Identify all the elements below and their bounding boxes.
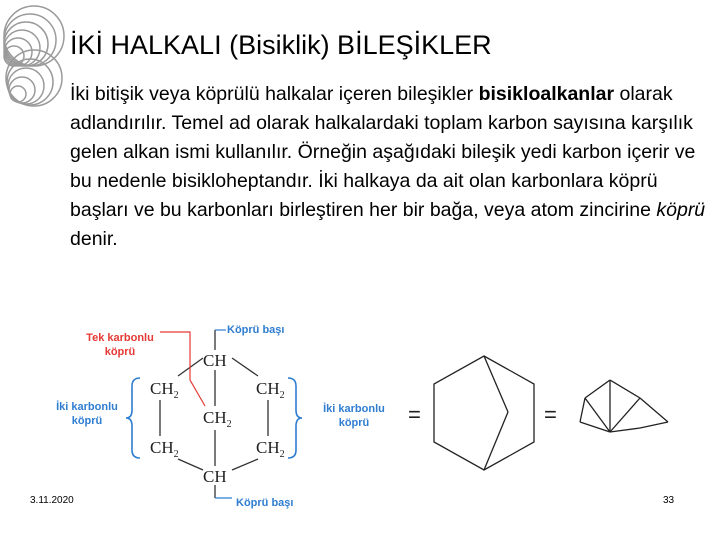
deco-circle bbox=[9, 77, 35, 103]
paragraph-bold-term: bisikloalkanlar bbox=[478, 83, 615, 105]
footer-page-number: 33 bbox=[663, 495, 675, 506]
label-bridgehead-top: Köprü başı bbox=[227, 324, 285, 336]
bond bbox=[640, 422, 668, 428]
bond bbox=[580, 422, 610, 432]
bond bbox=[178, 459, 203, 470]
label-two-carbon-bridge-left bbox=[42, 400, 132, 428]
label-line: köprü bbox=[71, 415, 103, 427]
deco-circle bbox=[8, 68, 44, 104]
label-bridgehead-bottom: Köprü başı bbox=[236, 497, 294, 509]
bond bbox=[610, 398, 640, 432]
bond bbox=[585, 380, 610, 398]
equals-sign: = bbox=[408, 402, 421, 427]
label-line: köprü bbox=[338, 417, 370, 429]
footer-date: 3.11.2020 bbox=[30, 495, 74, 506]
label-line: İki karbonlu bbox=[323, 403, 385, 415]
paragraph-part: İki bitişik veya köprülü halkalar içeren bileşikler bbox=[70, 83, 479, 105]
hexagon-ring bbox=[434, 356, 534, 470]
atom-ch-top: CH bbox=[203, 351, 227, 370]
label-line: köprü bbox=[104, 346, 136, 358]
bridge-bond bbox=[484, 412, 508, 470]
deco-circle bbox=[10, 86, 26, 102]
label-line: Tek karbonlu bbox=[86, 332, 154, 344]
atom-ch2-right-bottom: $CH_2$ bbox=[256, 438, 285, 460]
decorative-circles bbox=[0, 0, 80, 140]
paragraph-part: denir. bbox=[70, 228, 118, 250]
equals-sign: = bbox=[544, 402, 557, 427]
label-single-carbon-bridge bbox=[70, 331, 170, 359]
bond bbox=[580, 398, 585, 422]
perspective-bicyclic bbox=[580, 380, 668, 432]
atom-ch2-left-top: $CH_2$ bbox=[150, 379, 179, 401]
body-paragraph bbox=[70, 80, 710, 254]
atom-ch2-mid: $CH_2$ bbox=[203, 408, 232, 430]
paragraph-italic-term: köprü bbox=[656, 199, 706, 221]
paragraph-part: olarak adlandırılır. Temel ad olarak halkalardaki toplam karbon sayısına karşılık gelen alkan ismi kullanılır. Örneğin aşağıdaki bileşik yedi karbon içerir ve bu nedenle bisikloheptandır. İki halkaya da ait olan karbonlara köprü başları ve bu karbonları birleştiren her bir bağa, veya atom zincirine bbox=[70, 83, 696, 221]
deco-circle bbox=[6, 50, 62, 106]
bond bbox=[585, 398, 610, 432]
atom-ch-bottom: CH bbox=[203, 467, 227, 486]
atom-ch2-left-bottom: $CH_2$ bbox=[150, 438, 179, 460]
bond bbox=[610, 380, 640, 398]
label-two-carbon-bridge-right bbox=[312, 402, 396, 430]
right-brace bbox=[288, 378, 302, 458]
bridge-bond bbox=[484, 356, 508, 412]
bond bbox=[610, 428, 640, 432]
bond bbox=[232, 459, 258, 470]
bond bbox=[232, 358, 258, 376]
slide-title: İKİ HALKALI (Bisiklik) BİLEŞİKLER bbox=[70, 30, 492, 60]
atom-ch2-right-top: $CH_2$ bbox=[256, 379, 285, 401]
skeletal-bicyclic bbox=[434, 356, 534, 470]
bond bbox=[640, 398, 668, 422]
label-line: İki karbonlu bbox=[56, 401, 118, 413]
